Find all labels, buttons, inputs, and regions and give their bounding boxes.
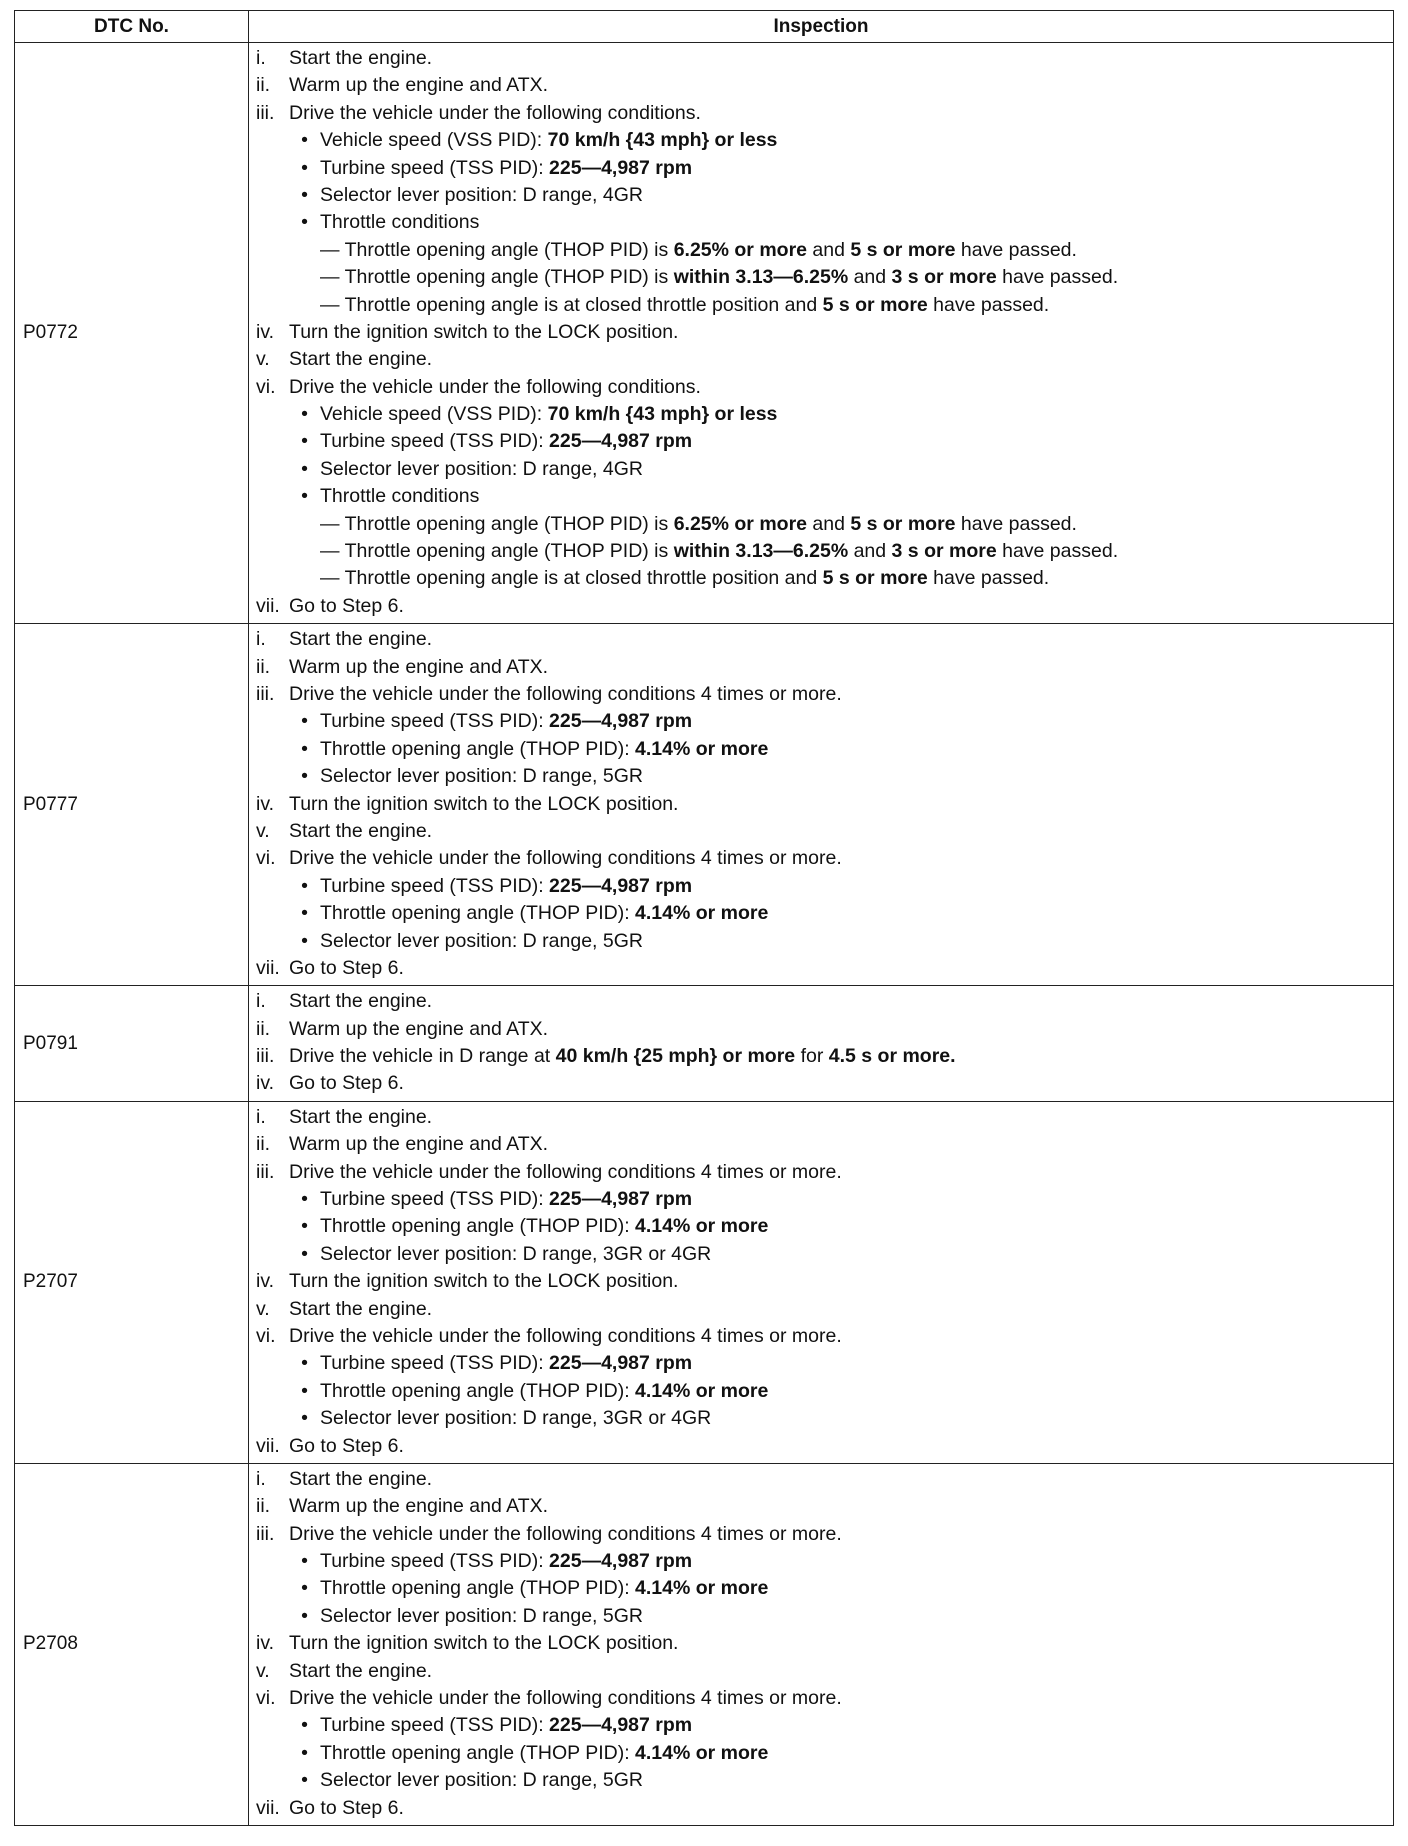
emphasis-text: 225—4,987 rpm (549, 874, 693, 897)
text-run: Turn the ignition switch to the LOCK position. (289, 1632, 679, 1655)
step-text (289, 1268, 678, 1295)
text-run: have passed. (996, 540, 1119, 563)
emphasis-text: 40 km/h {25 mph} or more (555, 1045, 796, 1068)
step-number: iv. (256, 1270, 275, 1293)
text-run: and (848, 540, 892, 563)
dtc-code: P0772 (15, 43, 249, 624)
bullet-icon: • (301, 737, 308, 760)
text-run: have passed. (927, 293, 1050, 316)
bullet-line (256, 182, 1389, 209)
step-line (256, 988, 1389, 1015)
dtc-code: P0777 (15, 624, 249, 986)
emphasis-text: 3 s or more (891, 540, 997, 563)
step-line (256, 1658, 1389, 1685)
inspection-steps (249, 1463, 1394, 1825)
step-text (289, 1043, 956, 1070)
bullet-icon: • (301, 1188, 308, 1211)
text-run: Selector lever position: D range, 4GR (320, 457, 643, 480)
step-line (256, 1466, 1389, 1493)
bullet-icon: • (301, 874, 308, 897)
step-text (289, 681, 842, 708)
emphasis-text: 6.25% or more (673, 238, 807, 261)
text-run: Throttle opening angle (THOP PID): (320, 902, 636, 925)
text-run: Drive the vehicle in D range at (289, 1045, 556, 1068)
bullet-icon: • (301, 1604, 308, 1627)
bullet-line (256, 1767, 1389, 1794)
step-text (289, 1323, 842, 1350)
step-text (289, 654, 548, 681)
text-run: Start the engine. (289, 348, 433, 371)
text-run: Warm up the engine and ATX. (289, 1133, 549, 1156)
text-run: Go to Step 6. (289, 594, 404, 617)
text-run: Drive the vehicle under the following conditions. (289, 375, 701, 398)
dash-line (256, 264, 1389, 291)
text-run: Start the engine. (289, 1467, 433, 1490)
bullet-line (256, 1213, 1389, 1240)
text-run: Go to Step 6. (289, 956, 404, 979)
bullet-icon: • (301, 710, 308, 733)
emphasis-text: 70 km/h {43 mph} or less (547, 129, 778, 152)
text-run: Warm up the engine and ATX. (289, 655, 549, 678)
text-run: Turn the ignition switch to the LOCK position. (289, 320, 679, 343)
emphasis-text: 5 s or more (850, 512, 956, 535)
step-line (256, 1070, 1389, 1097)
bullet-line (256, 456, 1389, 483)
step-text (289, 374, 701, 401)
text-run: — Throttle opening angle (THOP PID) is (320, 540, 674, 563)
emphasis-text: 4.14% or more (635, 1215, 769, 1238)
step-number: i. (256, 990, 266, 1013)
bullet-icon: • (301, 765, 308, 788)
bullet-line (256, 1575, 1389, 1602)
bullet-icon: • (301, 156, 308, 179)
dtc-code: P2707 (15, 1101, 249, 1463)
text-run: Warm up the engine and ATX. (289, 1495, 549, 1518)
emphasis-text: 225—4,987 rpm (549, 156, 693, 179)
step-line (256, 654, 1389, 681)
dash-line (256, 292, 1389, 319)
text-run: Start the engine. (289, 1297, 433, 1320)
step-number: ii. (256, 655, 271, 678)
emphasis-text: 4.14% or more (635, 1741, 769, 1764)
table-row (15, 1101, 1394, 1463)
text-run: Turbine speed (TSS PID): (320, 1352, 550, 1375)
text-run: Throttle opening angle (THOP PID): (320, 1379, 636, 1402)
emphasis-text: 4.5 s or more. (828, 1045, 956, 1068)
step-line (256, 100, 1389, 127)
text-run: — Throttle opening angle is at closed throttle position and (320, 567, 823, 590)
step-text (289, 1104, 432, 1131)
text-run: Turbine speed (TSS PID): (320, 1714, 550, 1737)
text-run: Selector lever position: D range, 5GR (320, 929, 643, 952)
text-run: Throttle opening angle (THOP PID): (320, 1215, 636, 1238)
text-run: — Throttle opening angle (THOP PID) is (320, 512, 674, 535)
text-run: Selector lever position: D range, 3GR or 4GR (320, 1407, 712, 1430)
bullet-icon: • (301, 457, 308, 480)
text-run: Drive the vehicle under the following conditions 4 times or more. (289, 847, 842, 870)
step-number: vii. (256, 1796, 280, 1819)
step-text (289, 346, 432, 373)
step-line (256, 319, 1389, 346)
bullet-line (256, 483, 1389, 510)
text-run: — Throttle opening angle (THOP PID) is (320, 238, 674, 261)
text-run: Drive the vehicle under the following conditions 4 times or more. (289, 1522, 842, 1545)
emphasis-text: 225—4,987 rpm (549, 430, 693, 453)
bullet-icon: • (301, 1577, 308, 1600)
step-number: ii. (256, 1495, 271, 1518)
emphasis-text: 5 s or more (822, 567, 928, 590)
step-text (289, 845, 842, 872)
text-run: Drive the vehicle under the following conditions 4 times or more. (289, 1687, 842, 1710)
table-row (15, 986, 1394, 1102)
step-line (256, 1296, 1389, 1323)
step-line (256, 1016, 1389, 1043)
step-line (256, 593, 1389, 620)
step-text (289, 818, 432, 845)
text-run: Turbine speed (TSS PID): (320, 1550, 550, 1573)
step-text (289, 955, 404, 982)
text-run: Selector lever position: D range, 5GR (320, 765, 643, 788)
text-run: Drive the vehicle under the following conditions. (289, 101, 701, 124)
text-run: Turn the ignition switch to the LOCK position. (289, 1270, 679, 1293)
table-row (15, 1463, 1394, 1825)
dash-line (256, 511, 1389, 538)
text-run: for (795, 1045, 829, 1068)
table-body (15, 43, 1394, 1826)
emphasis-text: 225—4,987 rpm (549, 710, 693, 733)
text-run: Warm up the engine and ATX. (289, 1017, 549, 1040)
bullet-icon: • (301, 1407, 308, 1430)
bullet-icon: • (301, 183, 308, 206)
step-line (256, 681, 1389, 708)
step-text (289, 1685, 842, 1712)
emphasis-text: within 3.13—6.25% (673, 540, 849, 563)
text-run: Selector lever position: D range, 4GR (320, 183, 643, 206)
bullet-icon: • (301, 211, 308, 234)
step-number: iv. (256, 1632, 275, 1655)
text-run: Drive the vehicle under the following conditions 4 times or more. (289, 682, 842, 705)
step-line (256, 374, 1389, 401)
inspection-column-header: Inspection (249, 11, 1394, 43)
step-number: vi. (256, 375, 276, 398)
bullet-icon: • (301, 1379, 308, 1402)
bullet-line (256, 873, 1389, 900)
bullet-line (256, 1603, 1389, 1630)
step-number: i. (256, 628, 266, 651)
bullet-line (256, 1378, 1389, 1405)
text-run: Turn the ignition switch to the LOCK position. (289, 792, 679, 815)
step-text (289, 72, 548, 99)
step-text (289, 1070, 404, 1097)
step-text (289, 1433, 404, 1460)
step-number: v. (256, 348, 270, 371)
table-row (15, 43, 1394, 624)
bullet-icon: • (301, 129, 308, 152)
step-line (256, 1630, 1389, 1657)
bullet-line (256, 1548, 1389, 1575)
text-run: Warm up the engine and ATX. (289, 74, 549, 97)
bullet-line (256, 763, 1389, 790)
text-run: Turbine speed (TSS PID): (320, 1188, 550, 1211)
step-number: iv. (256, 1072, 275, 1095)
text-run: and (848, 266, 892, 289)
emphasis-text: 6.25% or more (673, 512, 807, 535)
dtc-code: P0791 (15, 986, 249, 1102)
text-run: Start the engine. (289, 990, 433, 1013)
bullet-line (256, 708, 1389, 735)
text-run: — Throttle opening angle (THOP PID) is (320, 266, 674, 289)
dtc-column-header: DTC No. (15, 11, 249, 43)
step-text (289, 319, 678, 346)
emphasis-text: 5 s or more (822, 293, 928, 316)
bullet-line (256, 209, 1389, 236)
step-text (289, 45, 432, 72)
step-text (289, 1521, 842, 1548)
bullet-line (256, 1712, 1389, 1739)
step-number: iii. (256, 1045, 275, 1068)
step-number: iii. (256, 682, 275, 705)
step-text (289, 791, 678, 818)
table-row (15, 624, 1394, 986)
text-run: Selector lever position: D range, 3GR or 4GR (320, 1242, 712, 1265)
emphasis-text: 225—4,987 rpm (549, 1188, 693, 1211)
step-text (289, 1658, 432, 1685)
text-run: Turbine speed (TSS PID): (320, 430, 550, 453)
step-line (256, 1795, 1389, 1822)
step-text (289, 1630, 678, 1657)
step-line (256, 1043, 1389, 1070)
bullet-icon: • (301, 403, 308, 426)
text-run: Throttle opening angle (THOP PID): (320, 1577, 636, 1600)
text-run: Selector lever position: D range, 5GR (320, 1769, 643, 1792)
step-text (289, 1016, 548, 1043)
bullet-line (256, 1350, 1389, 1377)
bullet-line (256, 736, 1389, 763)
text-run: Turbine speed (TSS PID): (320, 874, 550, 897)
step-line (256, 1323, 1389, 1350)
step-number: v. (256, 819, 270, 842)
emphasis-text: 4.14% or more (635, 902, 769, 925)
step-line (256, 1268, 1389, 1295)
step-text (289, 593, 404, 620)
bullet-icon: • (301, 1215, 308, 1238)
text-run: Turbine speed (TSS PID): (320, 156, 550, 179)
step-number: ii. (256, 74, 271, 97)
text-run: Throttle conditions (320, 211, 480, 234)
text-run: Start the engine. (289, 1659, 433, 1682)
step-text (289, 1159, 842, 1186)
bullet-icon: • (301, 902, 308, 925)
step-number: iv. (256, 792, 275, 815)
text-run: — Throttle opening angle is at closed throttle position and (320, 293, 823, 316)
step-line (256, 845, 1389, 872)
bullet-icon: • (301, 1714, 308, 1737)
bullet-line (256, 401, 1389, 428)
step-text (289, 1466, 432, 1493)
bullet-line (256, 1740, 1389, 1767)
emphasis-text: 5 s or more (850, 238, 956, 261)
bullet-icon: • (301, 485, 308, 508)
step-number: vii. (256, 956, 280, 979)
text-run: Go to Step 6. (289, 1072, 404, 1095)
emphasis-text: 3 s or more (891, 266, 997, 289)
emphasis-text: 4.14% or more (635, 1379, 769, 1402)
inspection-steps (249, 1101, 1394, 1463)
text-run: have passed. (955, 512, 1077, 535)
step-text (289, 1296, 432, 1323)
text-run: Throttle conditions (320, 485, 480, 508)
text-run: Vehicle speed (VSS PID): (320, 403, 548, 426)
step-line (256, 1104, 1389, 1131)
text-run: Start the engine. (289, 819, 433, 842)
step-number: v. (256, 1297, 270, 1320)
dtc-code: P2708 (15, 1463, 249, 1825)
bullet-line (256, 1241, 1389, 1268)
step-number: iii. (256, 1522, 275, 1545)
text-run: Go to Step 6. (289, 1434, 404, 1457)
text-run: and (807, 512, 851, 535)
step-number: vi. (256, 847, 276, 870)
step-line (256, 1521, 1389, 1548)
step-number: v. (256, 1659, 270, 1682)
step-number: vii. (256, 1434, 280, 1457)
step-number: i. (256, 1467, 266, 1490)
emphasis-text: 4.14% or more (635, 1577, 769, 1600)
step-line (256, 1131, 1389, 1158)
step-text (289, 1795, 404, 1822)
text-run: Drive the vehicle under the following conditions 4 times or more. (289, 1160, 842, 1183)
step-number: ii. (256, 1133, 271, 1156)
bullet-icon: • (301, 430, 308, 453)
inspection-steps (249, 624, 1394, 986)
text-run: Vehicle speed (VSS PID): (320, 129, 548, 152)
dash-line (256, 237, 1389, 264)
step-line (256, 45, 1389, 72)
emphasis-text: 4.14% or more (635, 737, 769, 760)
text-run: Go to Step 6. (289, 1796, 404, 1819)
step-number: iii. (256, 101, 275, 124)
text-run: Start the engine. (289, 47, 433, 69)
text-run: have passed. (927, 567, 1050, 590)
bullet-line (256, 928, 1389, 955)
step-text (289, 1131, 548, 1158)
step-number: ii. (256, 1017, 271, 1040)
step-number: vii. (256, 594, 280, 617)
bullet-icon: • (301, 1242, 308, 1265)
text-run: have passed. (996, 266, 1119, 289)
step-line (256, 791, 1389, 818)
emphasis-text: within 3.13—6.25% (673, 266, 849, 289)
step-text (289, 988, 432, 1015)
step-line (256, 1685, 1389, 1712)
text-run: Throttle opening angle (THOP PID): (320, 1741, 636, 1764)
text-run: Start the engine. (289, 1105, 433, 1128)
text-run: Drive the vehicle under the following conditions 4 times or more. (289, 1324, 842, 1347)
step-text (289, 100, 701, 127)
bullet-line (256, 127, 1389, 154)
step-number: vi. (256, 1324, 276, 1347)
text-run: Throttle opening angle (THOP PID): (320, 737, 636, 760)
text-run: Turbine speed (TSS PID): (320, 710, 550, 733)
emphasis-text: 225—4,987 rpm (549, 1352, 693, 1375)
bullet-icon: • (301, 1352, 308, 1375)
bullet-line (256, 155, 1389, 182)
step-text (289, 1493, 548, 1520)
step-line (256, 955, 1389, 982)
bullet-line (256, 428, 1389, 455)
table-header-row (15, 11, 1394, 43)
text-run: and (807, 238, 851, 261)
step-number: vi. (256, 1687, 276, 1710)
step-line (256, 1433, 1389, 1460)
step-text (289, 626, 432, 653)
dtc-inspection-table (14, 10, 1394, 1826)
step-number: iii. (256, 1160, 275, 1183)
text-run: have passed. (955, 238, 1077, 261)
step-line (256, 626, 1389, 653)
inspection-steps (249, 986, 1394, 1102)
step-number: i. (256, 47, 266, 69)
emphasis-text: 225—4,987 rpm (549, 1714, 693, 1737)
step-line (256, 346, 1389, 373)
step-line (256, 72, 1389, 99)
dash-line (256, 538, 1389, 565)
step-line (256, 1493, 1389, 1520)
text-run: Start the engine. (289, 628, 433, 651)
step-line (256, 818, 1389, 845)
dash-line (256, 565, 1389, 592)
text-run: Selector lever position: D range, 5GR (320, 1604, 643, 1627)
bullet-icon: • (301, 1550, 308, 1573)
inspection-steps (249, 43, 1394, 624)
step-line (256, 1159, 1389, 1186)
emphasis-text: 70 km/h {43 mph} or less (547, 403, 778, 426)
bullet-line (256, 1186, 1389, 1213)
step-number: iv. (256, 320, 275, 343)
bullet-icon: • (301, 929, 308, 952)
bullet-icon: • (301, 1741, 308, 1764)
bullet-line (256, 900, 1389, 927)
bullet-icon: • (301, 1769, 308, 1792)
emphasis-text: 225—4,987 rpm (549, 1550, 693, 1573)
step-number: i. (256, 1105, 266, 1128)
bullet-line (256, 1405, 1389, 1432)
